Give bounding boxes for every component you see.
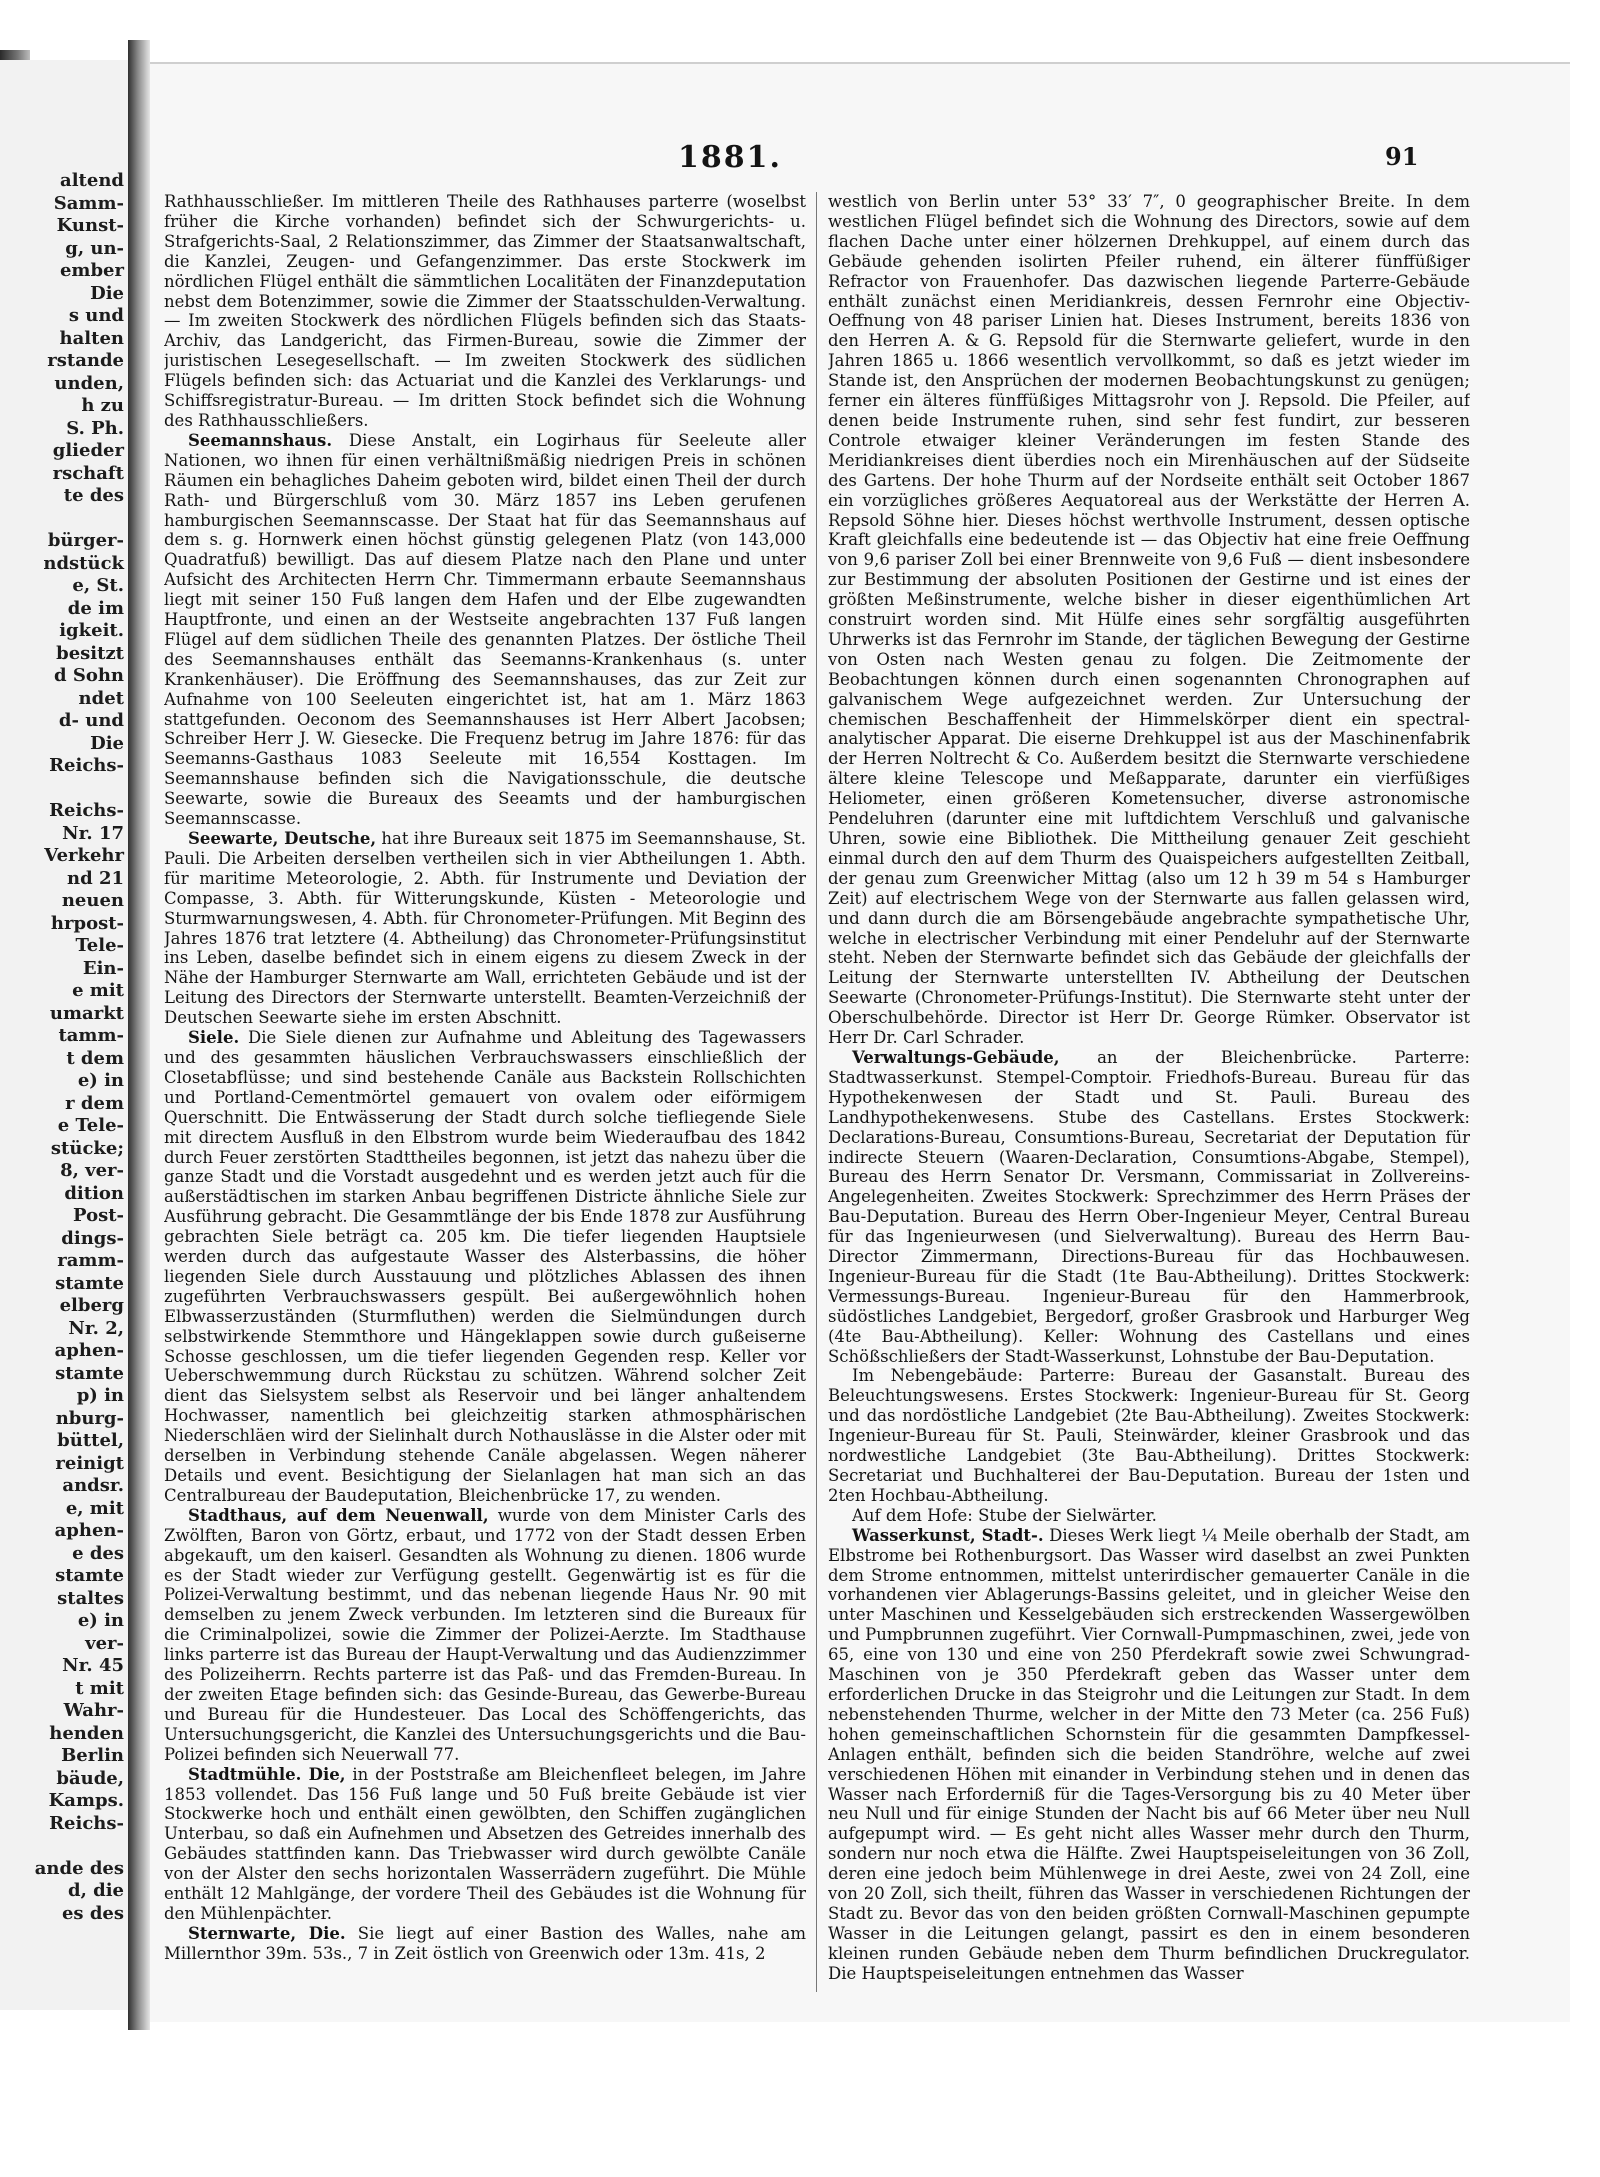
right-text-column — [828, 192, 1470, 2002]
previous-page-fragment: e mit — [72, 980, 124, 1001]
previous-page-fragment: e, St. — [72, 575, 124, 596]
article-entry — [164, 1924, 806, 1964]
book-gutter — [128, 40, 150, 2030]
article-entry — [164, 829, 806, 1028]
entry-text: hat ihre Bureaux seit 1875 im Seemannshause, St. Pauli. Die Arbeiten derselben vertheilen sich in vier Abtheilungen 1. Abth. für maritime Meteorologie, 2. Abth. für Instrumente und Deviation der Compasse, 3. Abth. für Witterungskunde, Küsten - Meteorologie und Sturmwarnungswesen, 4. Abth. für Chronometer-Prüfungen. Mit Beginn des Jahres 1876 trat letztere (4. Abtheilung) das Chronometer-Prüfungsinstitut ins Leben, daselbe befindet sich in einem eigens zu diesem Zweck in der Nähe der Hamburger Sternwarte am Wall, errichteten Gebäude und ist der Leitung des Directors der Sternwarte unterstellt. Beamten-Verzeichniß der Deutschen Seewarte siehe im ersten Abschnitt. — [164, 829, 806, 1028]
previous-page-fragment: Nr. 2, — [68, 1317, 124, 1339]
article-entry — [164, 431, 806, 829]
article-entry — [828, 1526, 1470, 1984]
previous-page-fragment: nburg- — [55, 1407, 124, 1429]
entry-heading: Seewarte, Deutsche, — [188, 829, 377, 848]
previous-page-fragment: d Sohn — [53, 665, 124, 686]
previous-page-fragment: h zu — [81, 395, 124, 416]
previous-page-fragment: bäude, — [56, 1767, 124, 1789]
previous-page-fragment: altend — [60, 170, 124, 191]
article-entry — [828, 1366, 1470, 1505]
previous-page-fragment: Ein- — [82, 957, 124, 979]
previous-page-fragment: igkeit. — [59, 620, 124, 641]
previous-page-fragment: dings- — [61, 1227, 124, 1249]
previous-page-fragment: Reichs- — [49, 755, 124, 776]
previous-page-fragment: nd 21 — [67, 867, 124, 889]
previous-page-fragment: s und — [68, 305, 124, 326]
article-entry — [164, 1765, 806, 1924]
previous-page-fragment: t dem — [66, 1047, 124, 1069]
entry-heading: Stadtmühle. Die, — [188, 1764, 346, 1784]
previous-page-fragment: Verkehr — [44, 845, 124, 866]
previous-page-fragment: e) in — [77, 1070, 124, 1091]
previous-page-fragment: elberg — [59, 1295, 124, 1316]
previous-page-fragment: reinigt — [55, 1452, 124, 1474]
previous-page-fragment: staltes — [57, 1587, 124, 1609]
previous-page-fragment: aphen- — [54, 1520, 124, 1541]
entry-text: Diese Anstalt, ein Logirhaus für Seeleute aller Nationen, wo ihnen für einen verhältnißmäßig niedrigen Preis in schönen Räumen ein behagliches Daheim geboten wird, bildet einen Theil der durch Rath- und Bürgerschluß vom 30. März 1857 ins Leben gerufenen hamburgischen Seemannscasse. Der Staat hat für das Seemannshaus auf dem s. g. Hornwerk einen höchst günstig gelegenen Platz (von 143,000 Quadratfuß) bewilligt. Das auf diesem Platze nach den Plane und unter Aufsicht des Architecten Herrn Chr. Timmermann erbaute Seemannshaus liegt mit seiner 150 Fuß langen dem Hafen und der Elbe zugewandten Hauptfronte, und einen an der Westseite angebrachten 137 Fuß langen Flügel auf dem südlichen Theile des genannten Platzes. Der östliche Theil des Seemannshauses enthält das Seemanns-Krankenhaus (s. unter Krankenhäuser). Die Eröffnung des Seemannshauses, das zur Zeit zur Aufnahme von 100 Seeleuten eingerichtet ist, hat am 1. März 1863 stattgefunden. Oeconom des Seemannshauses ist Herr Albert Jacobsen; Schreiber Herr J. W. Giesecke. Die Frequenz betrug im Jahre 1876: für das Seemanns-Gasthaus 1083 Seeleute mit 16,554 Kosttagen. Im Seemannshause befinden sich die Navigationsschule, die deutsche Seewarte, sowie die Bureaux des Seeamts und der hamburgischen Seemannscasse. — [164, 430, 806, 829]
previous-page-fragment: andsr. — [62, 1475, 124, 1496]
previous-page-fragment: Reichs- — [49, 800, 124, 821]
previous-page-fragment: r dem — [65, 1092, 124, 1114]
previous-page-fragment: neuen — [61, 890, 124, 911]
previous-page-fragment: ndstück — [43, 552, 124, 574]
previous-page-fragment: e) in — [77, 1610, 124, 1631]
entry-text: Dieses Werk liegt ¼ Meile oberhalb der Stadt, am Elbstrome bei Rothenburgsort. Das Wasser wird daselbst an zwei Punkten dem Strome entnommen, mittelst unterirdischer gemauerter Canäle in die vorhandenen vier Ablagerungs-Bassins geleitet, und in gleicher Weise den unter Maschinen und Kesselgebäuden sich erstreckenden Wassergewölben und Pumpbrunnen zugeführt. Vier Cornwall-Pumpmaschinen, zwei, jede von 65, eine von 130 und eine von 250 Pferdekraft sowie zwei Schwungrad-Maschinen von je 350 Pferdekraft geben das Wasser unter dem erforderlichen Drucke in das Steigrohr und die Leitungen zur Stadt. In dem nebenstehenden Thurme, welcher in der Mitte den 73 Meter (ca. 256 Fuß) hohen gemeinschaftlichen Schornstein für die gesammten Dampfkessel-Anlagen enthält, befinden sich die beiden Standröhre, welche auf zwei verschiedenen Höhen mit einander in Verbindung stehen und in denen das Wasser nach Erforderniß für die Tages-Versorgung bis zu 40 Meter über neu Null und für einige Stunden der Nacht bis auf 66 Meter über neu Null aufgepumpt wird. — Es geht nicht alles Wasser mehr durch den Thurm, sondern nur noch etwa die Hälfte. Zwei Hauptspeiseleitungen von 36 Zoll, deren eine jedoch beim Mühlenwege in drei Aeste, zwei von 24 Zoll, eine von 20 Zoll, sich theilt, führen das Wasser in verschiedenen Richtungen der Stadt zu. Bevor das von den beiden größten Cornwall-Maschinen gepumpte Wasser in die Leitungen gelangt, passirt es den in einem besonderen kleinen runden Gebäude neben dem Thurm befindlichen Druckregulator. Die Hauptspeiseleitungen entnehmen das Wasser — [828, 1525, 1470, 1983]
entry-heading: Stadthaus, auf dem Neuenwall, — [188, 1505, 489, 1525]
article-entry — [828, 192, 1470, 1048]
entry-heading: Siele. — [188, 1028, 240, 1048]
previous-page-fragment: bürger- — [47, 530, 124, 551]
previous-page-fragment: rstande — [47, 350, 124, 371]
previous-page-fragment: d, die — [68, 1880, 124, 1901]
previous-page-fragment: Nr. 45 — [62, 1655, 124, 1676]
previous-page-fragment: Tele- — [75, 935, 124, 956]
previous-page-fragment: Kamps. — [48, 1790, 124, 1811]
previous-page-fragment: t mit — [75, 1677, 124, 1699]
left-text-column — [164, 192, 806, 2002]
previous-page-fragment: e des — [72, 1542, 124, 1564]
previous-page-fragment: stamte — [55, 1565, 124, 1586]
previous-page-fragment: aphen- — [54, 1340, 124, 1361]
previous-page-fragment: tamm- — [58, 1025, 124, 1046]
previous-page-fragment: ver- — [85, 1632, 124, 1654]
entry-heading: Wasserkunst, Stadt-. — [852, 1525, 1044, 1545]
previous-page-fragment: 8, ver- — [60, 1160, 124, 1181]
previous-page-fragment: ramm- — [57, 1250, 124, 1271]
previous-page-margin — [0, 60, 128, 2010]
entry-text: an der Bleichenbrücke. Parterre: Stadtwasserkunst. Stempel-Comptoir. Friedhofs-Bureau. Bureau für das Hypothekenwesen der Stadt und St. Pauli. Bureau des Landhypothekenwesens. Stube des Castellans. Erstes Stockwerk: Declarations-Bureau, Consumtions-Bureau, Secretariat der Deputation für indirecte Steuern (Waaren-Declaration, Consumtions-Abgabe, Stempel), Bureau des Herrn Senator Dr. Versmann, Commissariat in Zollvereins-Angelegenheiten. Zweites Stockwerk: Sprechzimmer des Herrn Präses der Bau-Deputation. Bureau des Herrn Ober-Ingenieur Meyer, Central Bureau für das Ingenieurwesen (und Sielverwaltung). Bureau des Herrn Bau-Director Zimmermann, Directions-Bureau für das Hochbauwesen. Ingenieur-Bureau für die Stadt (1te Bau-Abtheilung). Drittes Stockwerk: Vermessungs-Bureau. Ingenieur-Bureau für den Hammerbrook, südöstliches Landgebiet, Bergedorf, großer Grasbrook und Harburger Weg (4te Bau-Abtheilung). Keller: Wohnung des Castellans und eines Schößschließers der Stadt-Wasserkunst, Lohnstube der Bau-Deputation. — [828, 1047, 1470, 1366]
previous-page-fragment: besitzt — [56, 642, 124, 664]
previous-page-fragment: Berlin — [61, 1745, 124, 1766]
previous-page-fragment: te des — [63, 485, 124, 506]
previous-page-fragment: Post- — [73, 1205, 124, 1226]
previous-page-fragment: p) in — [76, 1385, 124, 1406]
previous-page-fragment: glieder — [52, 440, 124, 461]
entry-text: Rathhausschließer. Im mittleren Theile des Rathhauses parterre (woselbst früher die Kirche vorhanden) befindet sich der Schwurgerichts- u. Strafgerichts-Saal, 2 Relationszimmer, das Zimmer der Staatsanwaltschaft, die Kanzlei, Zeugen- und Gefangenzimmer. Das erste Stockwerk im nördlichen Flügel enthält die sämmtlichen Localitäten der Finanzdeputation nebst dem Botenzimmer, sowie die Zimmer der Staatsschulden-Verwaltung. — Im zweiten Stockwerk des nördlichen Flügels befinden sich das Staats-Archiv, das Landgericht, das Firmen-Bureau, sowie die Zimmer der juristischen Lesegesellschaft. — Im zweiten Stockwerk des südlichen Flügels befinden sich: das Actuariat und die Kanzlei des Verklarungs- und Schiffsregistratur-Bureau. — Im dritten Stock befindet sich die Wohnung des Rathhausschließers. — [164, 192, 806, 430]
previous-page-fragment: Die — [90, 282, 124, 304]
previous-page-fragment: unden, — [54, 372, 124, 394]
previous-page-fragment: stamte — [55, 1362, 124, 1384]
previous-page-fragment: büttel, — [57, 1430, 124, 1451]
entry-text: wurde von dem Minister Carls des Zwölften, Baron von Görtz, erbaut, und 1772 von der Stadt dessen Erben abgekauft, um den kaiserl. Gesandten als Wohnung zu dienen. 1806 wurde es der Stadt wieder zur Verfügung gestellt. Gegenwärtig ist es für die Polizei-Verwaltung bestimmt, und das nebenan liegende Haus Nr. 90 mit demselben zu jenem Zweck verbunden. Im letzteren sind die Bureaux für die Criminalpolizei, sowie die Zimmer der Polizei-Aerzte. Im Stadthause links parterre ist das Bureau der Haupt-Verwaltung und das Audienzzimmer des Polizeiherrn. Rechts parterre ist das Paß- und das Fremden-Bureau. In der zweiten Etage befinden sich: das Gesinde-Bureau, das Gewerbe-Bureau und Bureau für die Hundesteuer. Das Local des Schöffengerichts, das Untersuchungsgericht, die Kanzlei des Untersuchungsgerichts und die Bau-Polizei befinden sich Neuerwall 77. — [164, 1505, 806, 1764]
entry-heading: Sternwarte, Die. — [188, 1923, 346, 1943]
page-number: 91 — [1385, 142, 1419, 171]
previous-page-fragment: e Tele- — [57, 1115, 124, 1136]
previous-page-fragment: Reichs- — [49, 1812, 124, 1834]
previous-page-fragment: Kunst- — [56, 215, 124, 236]
previous-page-fragment: dition — [64, 1182, 124, 1204]
previous-page-fragment: Wahr- — [63, 1700, 124, 1721]
article-entry — [828, 1506, 1470, 1526]
page-bottom-margin — [150, 2022, 1570, 2177]
previous-page-fragment: S. Ph. — [66, 417, 124, 439]
article-entry — [164, 1028, 806, 1506]
previous-page-fragment: henden — [49, 1722, 124, 1744]
previous-page-fragment: umarkt — [49, 1002, 124, 1024]
entry-text: Auf dem Hofe: Stube der Sielwärter. — [852, 1505, 1157, 1525]
article-entry — [164, 192, 806, 431]
previous-page-fragment: de im — [67, 597, 124, 619]
previous-page-fragment: g, un- — [65, 237, 124, 259]
previous-page-fragment: stücke; — [50, 1137, 124, 1159]
entry-text: in der Poststraße am Bleichenfleet belegen, im Jahre 1853 vollendet. Das 156 Fuß lange und 50 Fuß breite Gebäude ist vier Stockwerke hoch und enthält einen gewölbten, den Schiffen zugänglichen Unterbau, so daß ein Aufnehmen und Absetzen des Getreides innerhalb des Gebäudes stattfinden kann. Das Triebwasser wird durch gewölbte Canäle von der Alster den sechs horizontalen Wasserrädern zugeführt. Die Mühle enthält 12 Mahlgänge, der vordere Theil des Gebäudes ist die Wohnung für den Mühlenpächter. — [164, 1764, 806, 1923]
entry-text: Sie liegt auf einer Bastion des Walles, nahe am Millernthor 39m. 53s., 7 in Zeit östlich von Greenwich oder 13m. 41s, 2 — [164, 1923, 806, 1963]
page-year-header: 1881. — [678, 140, 782, 175]
entry-heading: Verwaltungs-Gebäude, — [852, 1047, 1060, 1067]
previous-page-fragment: ndet — [78, 687, 124, 709]
previous-page-fragment: Samm- — [53, 192, 124, 214]
previous-page-fragment: Nr. 17 — [62, 822, 124, 844]
previous-page-fragment: ember — [59, 260, 124, 281]
entry-text: westlich von Berlin unter 53° 33′ 7″, 0 geographischer Breite. In dem westlichen Flügel befindet sich die Wohnung des Directors, sowie auf dem flachen Dache unter einer hölzernen Drehkuppel, auf einem durch das Gebäude gehenden isolirten Pfeiler ruhend, ein älterer fünffüßiger Refractor von Frauenhofer. Das dazwischen liegende Parterre-Gebäude enthält zunächst einen Meridiankreis, dessen Fernrohr eine Objectiv-Oeffnung von 48 pariser Linien hat. Dieses Instrument, bereits 1836 von den Herren A. & G. Repsold für die Sternwarte geliefert, wurde in den Jahren 1865 u. 1866 wesentlich vervollkommt, so daß es jetzt wieder im Stande ist, den Ansprüchen der modernen Beobachtungskunst zu genügen; ferner ein älteres fünffüßiges Mittagsrohr von J. Repsold. Die Pfeiler, auf denen beide Instrumente ruhen, sind sehr fest fundirt, zur besseren Controle etwaiger kleiner Veränderungen im festen Stande des Meridiankreises dient überdies noch ein Mirenhäuschen auf der Südseite des Gartens. Der hohe Thurm auf der Nordseite enthält seit October 1867 ein vorzügliches größeres Aequatoreal aus der Werkstätte der Herren A. Repsold Söhne hier. Dieses höchst werthvolle Instrument, dessen optische Kraft gleichfalls eine bedeutende ist — das Objectiv hat eine freie Oeffnung von 9,6 pariser Zoll bei einer Brennweite von 9,6 Fuß — dient insbesondere zur Bestimmung der absoluten Positionen der Gestirne und ist eines der größten Meßinstrumente, welche bisher in dieser eigenthümlichen Art construirt worden sind. Mit Hülfe eines sehr sorgfältig ausgeführten Uhrwerks ist das Fernrohr im Stande, der täglichen Bewegung der Gestirne von Osten nach Westen genau zu folgen. Die Zeitmomente der Beobachtungen können durch einen sogenannten Chronographen auf galvanischem Wege aufgezeichnet werden. Zur Untersuchung der chemischen Beschaffenheit der Himmelskörper dient ein spectral-analytischer Apparat. Die eiserne Drehkuppel ist aus der Maschinenfabrik der Herren Noltrecht & Co. Außerdem besitzt die Sternwarte verschiedene ältere kleine Telescope und Meßapparate, darunter ein vierfüßiges Heliometer, einen größeren Kometensucher, diverse astronomische Pendeluhren (darunter eine mit luftdichtem Verschluß und galvanische Uhren, sowie eine Bibliothek. Die Mittheilung genauer Zeit geschieht einmal durch den auf dem Thurm des Quaispeichers aufgestellten Zeitball, der genau zum Greenwicher Mittag (also um 12 h 39 m 54 s Hamburger Zeit) auf electrischem Wege von der Sternwarte aus fallen gelassen wird, und dann durch die am Börsengebäude angebrachte sympathetische Uhr, welche in electrischer Verbindung mit einer Pendeluhr auf der Sternwarte steht. Neben der Sternwarte befindet sich das Gebäude der gleichfalls der Leitung der Sternwarte unterstellten IV. Abtheilung der Deutschen Seewarte (Chronometer-Prüfungs-Institut). Die Sternwarte steht unter der Oberschulbehörde. Director ist Herr Dr. George Rümker. Observator ist Herr Dr. Carl Schrader. — [828, 192, 1470, 1048]
previous-page-fragment: stamte — [55, 1272, 124, 1294]
previous-page-fragment: e, mit — [65, 1497, 124, 1519]
article-entry — [828, 1048, 1470, 1367]
entry-heading: Seemannshaus. — [188, 430, 333, 450]
previous-page-fragment: rschaft — [52, 462, 124, 484]
column-divider — [816, 192, 817, 1992]
previous-page-fragment: ande des — [34, 1857, 124, 1879]
previous-page-fragment: Die — [90, 732, 124, 754]
previous-page-fragment: halten — [59, 327, 124, 349]
entry-text: Die Siele dienen zur Aufnahme und Ableitung des Tagewassers und des gesammten häuslichen Verbrauchswassers einschließlich der Closetabflüsse; und sind bestehende Canäle aus Backstein Rollschichten und Portland-Cementmörtel gemauert von ovalem oder eiförmigem Querschnitt. Die Entwässerung der Stadt durch solche tiefliegende Siele mit directem Ausfluß in den Elbstrom wurde beim Wiederaufbau des 1842 durch Feuer zerstörten Stadttheiles begonnen, ist jetzt das nahezu über die ganze Stadt und die Vorstadt ausgedehnt und es werden jetzt auch für die außerstädtischen im starken Anbau begriffenen Districte ähnliche Siele zur Ausführung gebracht. Die Gesammtlänge der bis Ende 1878 zur Ausführung gebrachten Siele beträgt ca. 205 km. Die tiefer liegenden Hauptsiele werden durch das aufgestaute Wasser des Alsterbassins, die höher liegenden Siele durch Ausstauung und plötzliches Ablassen des ihnen zugeführten Verbrauchswassers gespült. Bei außergewöhnlich hohen Elbwasserzuständen (Sturmfluthen) werden die Sielmündungen durch selbstwirkende Stemmthore und Hängeklappen sowie durch gußeiserne Schosse geschlossen, um die tiefer liegenden Gegenden resp. Keller vor Ueberschwemmung durch Rückstau zu schützen. Während solcher Zeit dient das Sielsystem selbst als Reservoir und bei länger anhaltendem Hochwasser, namentlich bei gleichzeitig starken athmosphärischen Niederschläen wird der Sielinhalt durch Nothauslässe in die Alster oder mit derselben in Verbindung stehende Canäle abgelassen. Wegen näherer Details und event. Besichtigung der Sielanlagen hat man sich an das Centralbureau der Baudeputation, Bleichenbrücke 17, zu wenden. — [164, 1028, 806, 1505]
previous-page-fragment: d- und — [58, 710, 124, 731]
entry-text: Im Nebengebäude: Parterre: Bureau der Gasanstalt. Bureau des Beleuchtungswesens. Erstes Stockwerk: Ingenieur-Bureau für St. Georg und das nordöstliche Landgebiet (2te Bau-Abtheilung). Zweites Stockwerk: Ingenieur-Bureau für St. Pauli, Steinwärder, kleiner Grasbrook und das nordwestliche Landgebiet (3te Bau-Abtheilung). Drittes Stockwerk: Secretariat und Buchhalterei der Bau-Deputation. Bureau der 1sten und 2ten Hochbau-Abtheilung. — [828, 1366, 1470, 1505]
previous-page-fragment: hrpost- — [50, 912, 124, 934]
article-entry — [164, 1506, 806, 1765]
previous-page-fragment: es des — [61, 1902, 124, 1924]
